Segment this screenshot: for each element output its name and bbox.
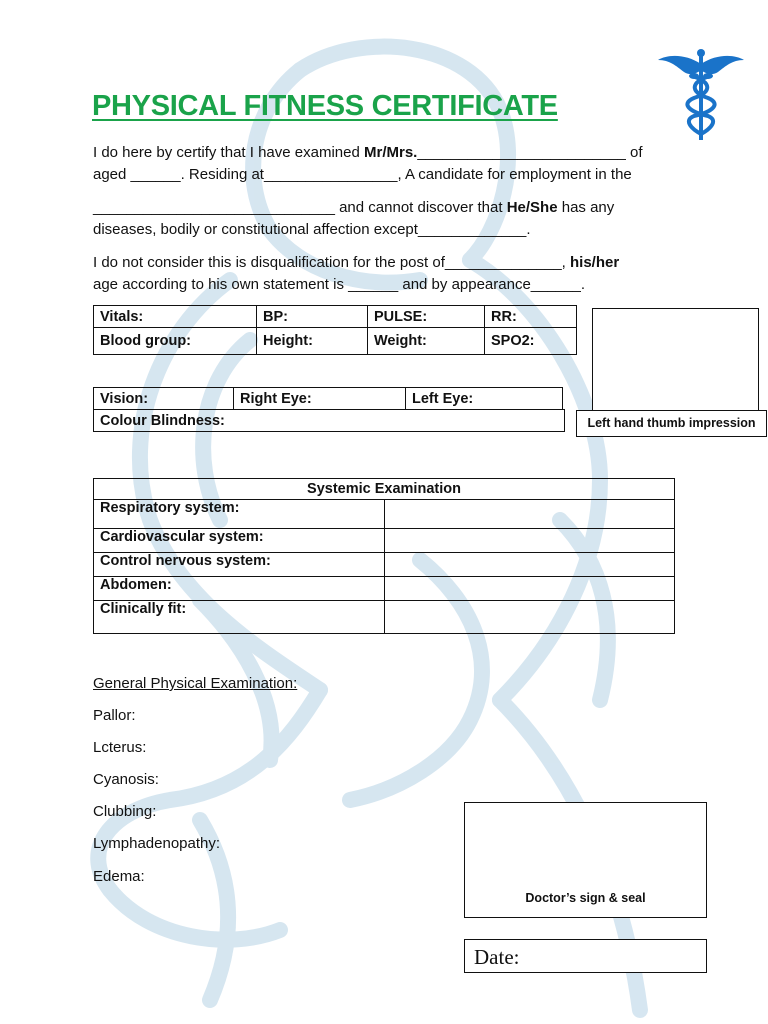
- right-eye-cell: Right Eye:: [234, 388, 406, 410]
- vitals-cell: Vitals:: [94, 306, 257, 328]
- thumb-impression-label: Left hand thumb impression: [576, 410, 767, 437]
- statement-line-3: _____________________________ and cannot discover that He/She has any: [93, 199, 615, 216]
- systemic-value-cell: [385, 529, 675, 553]
- systemic-value-cell: [385, 553, 675, 577]
- statement-line-2: aged ______. Residing at________________, A candidate for employment in the: [93, 166, 632, 183]
- vitals-table: [93, 305, 577, 355]
- systemic-row: Cardiovascular system:: [94, 529, 385, 553]
- doctor-sign-label: Doctor’s sign & seal: [525, 891, 646, 905]
- weight-cell: Weight:: [368, 328, 485, 355]
- spo2-cell: SPO2:: [485, 328, 577, 355]
- height-cell: Height:: [257, 328, 368, 355]
- doctor-sign-box: [464, 802, 707, 918]
- caduceus-icon: [656, 46, 746, 142]
- pulse-cell: PULSE:: [368, 306, 485, 328]
- systemic-row: Respiratory system:: [94, 500, 385, 529]
- general-exam-item: Edema:: [93, 868, 145, 885]
- general-exam-item: Lcterus:: [93, 739, 147, 756]
- systemic-value-cell: [385, 601, 675, 634]
- statement-line-6: age according to his own statement is ______ and by appearance______.: [93, 276, 586, 293]
- vision-table: [93, 387, 563, 410]
- colour-blindness-table: [93, 409, 565, 432]
- general-exam-item: Clubbing:: [93, 803, 157, 820]
- date-box: Date:: [464, 939, 707, 973]
- systemic-row: Clinically fit:: [94, 601, 385, 634]
- general-exam-heading: General Physical Examination:: [93, 675, 298, 692]
- thumb-impression-box: [592, 308, 759, 412]
- general-exam-item: Lymphadenopathy:: [93, 835, 221, 852]
- bp-cell: BP:: [257, 306, 368, 328]
- vision-cell: Vision:: [94, 388, 234, 410]
- systemic-exam-table: [93, 478, 675, 634]
- systemic-row: Abdomen:: [94, 577, 385, 601]
- systemic-row: Control nervous system:: [94, 553, 385, 577]
- blood-group-cell: Blood group:: [94, 328, 257, 355]
- certificate-title: PHYSICAL FITNESS CERTIFICATE: [92, 90, 558, 122]
- statement-line-5: I do not consider this is disqualification for the post of______________, his/her: [93, 254, 620, 271]
- colour-blindness-cell: Colour Blindness:: [94, 410, 565, 432]
- left-eye-cell: Left Eye:: [406, 388, 563, 410]
- systemic-value-cell: [385, 577, 675, 601]
- general-exam-item: Pallor:: [93, 707, 136, 724]
- systemic-exam-header: Systemic Examination: [94, 479, 675, 500]
- general-exam-item: Cyanosis:: [93, 771, 159, 788]
- rr-cell: RR:: [485, 306, 577, 328]
- statement-line-4: diseases, bodily or constitutional affection except_____________.: [93, 221, 531, 238]
- statement-line-1: I do here by certify that I have examined Mr/Mrs._________________________ of: [93, 144, 643, 161]
- systemic-value-cell: [385, 500, 675, 529]
